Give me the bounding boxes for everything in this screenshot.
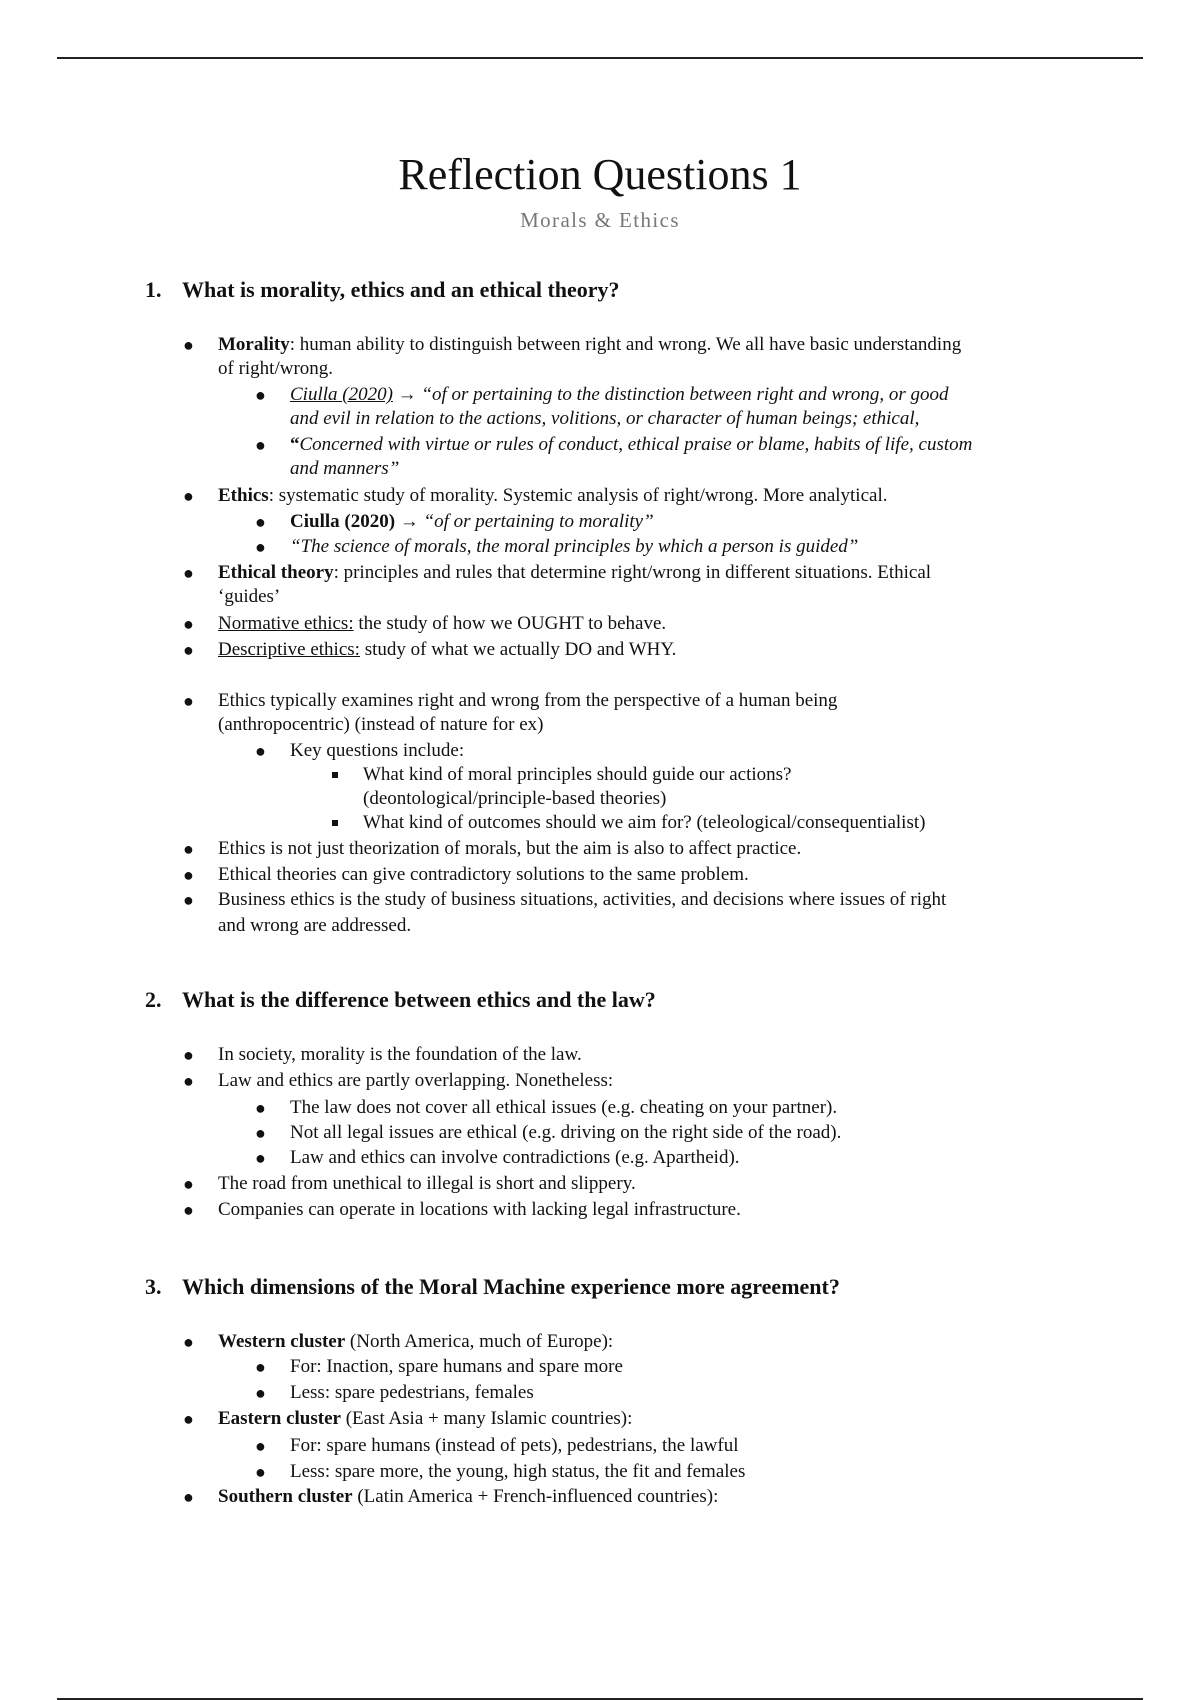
bullet-icon: ● [183,1174,194,1194]
sub-item-eastern-for: For: spare humans (instead of pets), pedestrians, the lawful [290,1435,739,1456]
list-item-continuation: ‘guides’ [218,586,281,607]
question-title: Which dimensions of the Moral Machine experience more agreement? [182,1274,840,1299]
bullet-icon: ● [183,1045,194,1065]
bullet-icon: ● [183,486,194,506]
list-item-continuation: and manners” [290,458,400,479]
sub-item-eastern-less: Less: spare more, the young, high status, the fit and females [290,1461,746,1482]
question-title: What is morality, ethics and an ethical theory? [182,277,620,302]
sub-item-ciulla-ethics: Ciulla (2020) → “of or pertaining to morality” [290,511,654,532]
term: Eastern cluster [218,1408,341,1429]
list-item-practice: Ethics is not just theorization of morals, but the aim is also to affect practice. [218,838,802,859]
arrow-icon: → [399,511,419,532]
term: Southern cluster [218,1486,353,1507]
bullet-icon: ● [183,563,194,583]
sub-item-western-for: For: Inaction, spare humans and spare more [290,1356,623,1377]
list-item-ethics: Ethics: systematic study of morality. Systemic analysis of right/wrong. More analytical. [218,485,888,506]
sub-item-law-ethical: The law does not cover all ethical issues (e.g. cheating on your partner). [290,1097,838,1118]
bullet-icon: ● [255,537,266,557]
bullet-icon: ● [183,865,194,885]
list-item-continuation: of right/wrong. [218,358,334,379]
term: Descriptive ethics: [218,639,360,660]
sub-item-ciulla-definition: Ciulla (2020) → “of or pertaining to the distinction between right and wrong, or good [290,384,949,405]
bullet-icon: ● [255,1436,266,1456]
bullet-icon: ● [255,1148,266,1168]
bullet-icon: ● [183,335,194,355]
bullet-icon: ● [255,1098,266,1118]
list-item-overlap: Law and ethics are partly overlapping. Nonetheless: [218,1070,614,1091]
bullet-icon: ● [183,640,194,660]
sub-item-western-less: Less: spare pedestrians, females [290,1382,534,1403]
term: Ethics [218,485,269,506]
bullet-icon: ● [183,1487,194,1507]
list-item-business-ethics: Business ethics is the study of business situations, activities, and decisions where issues of right [218,889,947,910]
list-item-normative: Normative ethics: the study of how we OUGHT to behave. [218,613,667,634]
list-item-companies: Companies can operate in locations with lacking legal infrastructure. [218,1199,741,1220]
list-item-foundation: In society, morality is the foundation of the law. [218,1044,582,1065]
sub-item-contradictions: Law and ethics can involve contradictions (e.g. Apartheid). [290,1147,740,1168]
question-3-heading [145,1273,840,1301]
bullet-icon: ● [255,435,266,455]
list-item-continuation: (anthropocentric) (instead of nature for ex) [218,714,544,735]
question-number: 2. [145,987,162,1012]
bullet-icon: ● [255,1357,266,1377]
term: Morality [218,334,290,355]
question-title: What is the difference between ethics and the law? [182,987,656,1012]
question-number: 1. [145,277,162,302]
bullet-icon: ● [183,614,194,634]
bullet-icon: ● [255,1462,266,1482]
bullet-icon: ● [183,691,194,711]
arrow-icon: → [397,384,417,405]
bullet-icon: ● [183,1071,194,1091]
list-item-ethical-theory: Ethical theory: principles and rules that determine right/wrong in different situations. Ethical [218,562,932,583]
list-item-continuation: and wrong are addressed. [218,915,412,936]
bullet-icon: ● [255,385,266,405]
list-item-morality: Morality: human ability to distinguish between right and wrong. We all have basic understanding [218,334,962,355]
list-item-continuation: and evil in relation to the actions, volitions, or character of human beings; ethical, [290,408,920,429]
bullet-icon: ● [183,1200,194,1220]
list-item-southern-cluster: Southern cluster (Latin America + French-influenced countries): [218,1486,719,1507]
bullet-icon: ● [255,741,266,761]
bullet-icon: ● [183,1409,194,1429]
bullet-icon: ● [255,1383,266,1403]
page-subtitle: Morals & Ethics [520,208,680,232]
sub-sub-item-principles: What kind of moral principles should guide our actions? [363,764,792,785]
page-title: Reflection Questions 1 [398,150,802,199]
list-item-descriptive: Descriptive ethics: study of what we actually DO and WHY. [218,639,677,660]
square-bullet-icon [332,772,338,778]
list-item-road: The road from unethical to illegal is short and slippery. [218,1173,636,1194]
citation: Ciulla (2020) [290,384,393,405]
term: Normative ethics: [218,613,354,634]
sub-item-legal-issues: Not all legal issues are ethical (e.g. driving on the right side of the road). [290,1122,842,1143]
bullet-icon: ● [183,1332,194,1352]
question-1-heading [145,276,620,304]
sub-item-science: “The science of morals, the moral principles by which a person is guided” [290,536,859,557]
question-2-heading [145,986,656,1014]
list-item-perspective: Ethics typically examines right and wrong from the perspective of a human being [218,690,838,711]
citation: Ciulla (2020) [290,511,396,532]
list-item-western-cluster: Western cluster (North America, much of Europe): [218,1331,614,1352]
bullet-icon: ● [183,890,194,910]
term: Western cluster [218,1331,346,1352]
list-item-continuation: (deontological/principle-based theories) [363,788,667,809]
term: Ethical theory [218,562,334,583]
square-bullet-icon [332,820,338,826]
sub-sub-item-outcomes: What kind of outcomes should we aim for? (teleological/consequentialist) [363,812,926,833]
sub-item-concerned: “Concerned with virtue or rules of conduct, ethical praise or blame, habits of life, custom [290,434,973,455]
list-item-eastern-cluster: Eastern cluster (East Asia + many Islamic countries): [218,1408,633,1429]
question-number: 3. [145,1274,162,1299]
sub-item-key-questions: Key questions include: [290,740,465,761]
list-item-contradictory: Ethical theories can give contradictory solutions to the same problem. [218,864,749,885]
bullet-icon: ● [183,839,194,859]
bullet-icon: ● [255,512,266,532]
top-rule [57,57,1143,59]
bullet-icon: ● [255,1123,266,1143]
